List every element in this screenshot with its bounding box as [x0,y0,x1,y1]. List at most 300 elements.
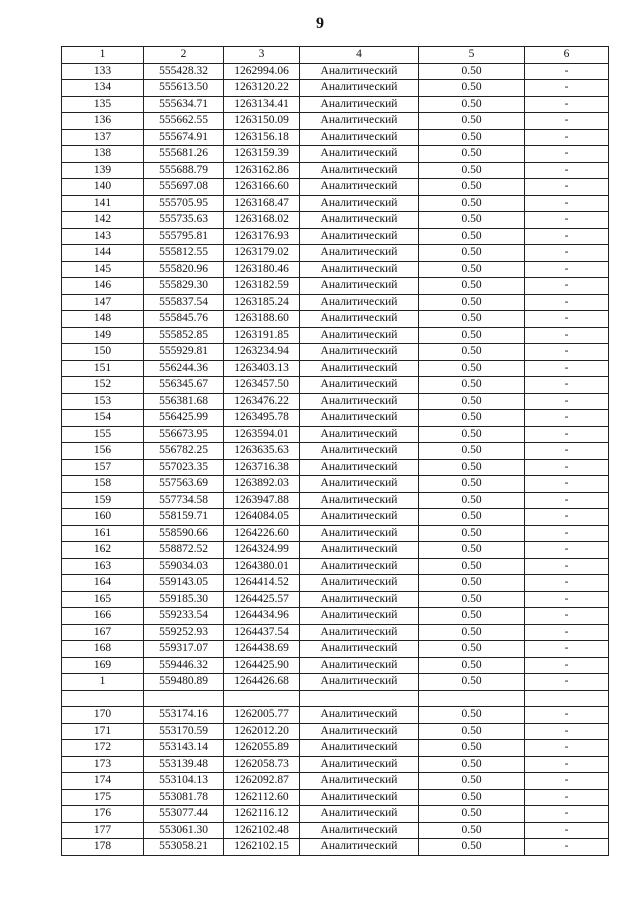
method-cell: Аналитический [300,311,419,328]
accuracy-cell: 0.50 [419,822,525,839]
table-row [62,839,609,856]
method-cell: Аналитический [300,228,419,245]
accuracy-cell: 0.50 [419,459,525,476]
accuracy-cell: 0.50 [419,377,525,394]
accuracy-cell: 0.50 [419,410,525,427]
accuracy-cell: 0.50 [419,294,525,311]
note-cell: - [525,443,609,460]
y-coordinate-cell [224,690,300,707]
x-coordinate-cell: 555929.81 [144,344,224,361]
table-row [62,360,609,377]
y-coordinate-cell: 1262994.06 [224,63,300,80]
y-coordinate-cell: 1264226.60 [224,525,300,542]
accuracy-cell: 0.50 [419,393,525,410]
table-row [62,113,609,130]
method-cell: Аналитический [300,327,419,344]
x-coordinate-cell: 553081.78 [144,789,224,806]
x-coordinate-cell: 553170.59 [144,723,224,740]
method-cell: Аналитический [300,393,419,410]
note-cell: - [525,608,609,625]
note-cell: - [525,228,609,245]
point-number-cell: 155 [62,426,144,443]
x-coordinate-cell: 559446.32 [144,657,224,674]
y-coordinate-cell: 1264324.99 [224,542,300,559]
note-cell: - [525,426,609,443]
method-cell: Аналитический [300,591,419,608]
note-cell: - [525,558,609,575]
note-cell: - [525,311,609,328]
x-coordinate-cell: 556782.25 [144,443,224,460]
x-coordinate-cell: 555613.50 [144,80,224,97]
accuracy-cell: 0.50 [419,327,525,344]
note-cell: - [525,674,609,691]
point-number-cell: 147 [62,294,144,311]
method-cell [300,690,419,707]
table-row [62,575,609,592]
y-coordinate-cell: 1263166.60 [224,179,300,196]
method-cell: Аналитический [300,674,419,691]
table-row [62,740,609,757]
point-number-cell: 162 [62,542,144,559]
note-cell: - [525,822,609,839]
accuracy-cell: 0.50 [419,476,525,493]
y-coordinate-cell: 1264425.90 [224,657,300,674]
y-coordinate-cell: 1263176.93 [224,228,300,245]
x-coordinate-cell: 555852.85 [144,327,224,344]
y-coordinate-cell: 1263403.13 [224,360,300,377]
point-number-cell: 143 [62,228,144,245]
header-col-6: 6 [525,47,609,64]
table-row [62,459,609,476]
accuracy-cell: 0.50 [419,641,525,658]
y-coordinate-cell: 1264438.69 [224,641,300,658]
x-coordinate-cell: 559480.89 [144,674,224,691]
x-coordinate-cell: 555681.26 [144,146,224,163]
x-coordinate-cell: 555845.76 [144,311,224,328]
y-coordinate-cell: 1263134.41 [224,96,300,113]
method-cell: Аналитический [300,575,419,592]
table-row [62,146,609,163]
note-cell: - [525,657,609,674]
method-cell: Аналитический [300,426,419,443]
x-coordinate-cell: 558159.71 [144,509,224,526]
accuracy-cell: 0.50 [419,311,525,328]
note-cell: - [525,129,609,146]
point-number-cell: 146 [62,278,144,295]
note-cell: - [525,327,609,344]
method-cell: Аналитический [300,360,419,377]
note-cell: - [525,393,609,410]
method-cell: Аналитический [300,558,419,575]
point-number-cell: 168 [62,641,144,658]
accuracy-cell: 0.50 [419,839,525,856]
table-row [62,377,609,394]
accuracy-cell: 0.50 [419,129,525,146]
point-number-cell: 134 [62,80,144,97]
point-number-cell: 142 [62,212,144,229]
method-cell: Аналитический [300,839,419,856]
point-number-cell: 175 [62,789,144,806]
x-coordinate-cell: 555829.30 [144,278,224,295]
method-cell: Аналитический [300,624,419,641]
accuracy-cell: 0.50 [419,492,525,509]
point-number-cell: 136 [62,113,144,130]
method-cell: Аналитический [300,245,419,262]
method-cell: Аналитический [300,806,419,823]
x-coordinate-cell: 555837.54 [144,294,224,311]
x-coordinate-cell [144,690,224,707]
x-coordinate-cell: 557023.35 [144,459,224,476]
table-row [62,476,609,493]
table-row [62,410,609,427]
point-number-cell: 137 [62,129,144,146]
accuracy-cell: 0.50 [419,426,525,443]
table-row [62,591,609,608]
x-coordinate-cell: 559185.30 [144,591,224,608]
table-row [62,773,609,790]
y-coordinate-cell: 1263188.60 [224,311,300,328]
table-row [62,707,609,724]
x-coordinate-cell: 553061.30 [144,822,224,839]
point-number-cell: 178 [62,839,144,856]
method-cell: Аналитический [300,63,419,80]
table-row [62,311,609,328]
table-row [62,393,609,410]
accuracy-cell: 0.50 [419,63,525,80]
note-cell: - [525,509,609,526]
accuracy-cell: 0.50 [419,591,525,608]
method-cell: Аналитический [300,212,419,229]
x-coordinate-cell: 553143.14 [144,740,224,757]
y-coordinate-cell: 1264380.01 [224,558,300,575]
note-cell: - [525,179,609,196]
point-number-cell: 172 [62,740,144,757]
x-coordinate-cell: 555688.79 [144,162,224,179]
point-number-cell: 169 [62,657,144,674]
note-cell: - [525,492,609,509]
point-number-cell: 151 [62,360,144,377]
note-cell: - [525,162,609,179]
note-cell: - [525,63,609,80]
y-coordinate-cell: 1262005.77 [224,707,300,724]
table-row [62,542,609,559]
note-cell: - [525,344,609,361]
accuracy-cell: 0.50 [419,261,525,278]
note-cell: - [525,212,609,229]
point-number-cell: 171 [62,723,144,740]
point-number-cell: 174 [62,773,144,790]
accuracy-cell: 0.50 [419,740,525,757]
note-cell: - [525,113,609,130]
point-number-cell: 149 [62,327,144,344]
method-cell: Аналитический [300,608,419,625]
x-coordinate-cell: 559143.05 [144,575,224,592]
point-number-cell: 156 [62,443,144,460]
note-cell: - [525,261,609,278]
x-coordinate-cell: 556425.99 [144,410,224,427]
point-number-cell: 167 [62,624,144,641]
method-cell: Аналитический [300,740,419,757]
method-cell: Аналитический [300,492,419,509]
table-row [62,624,609,641]
table-row [62,756,609,773]
table-row [62,641,609,658]
note-cell: - [525,360,609,377]
accuracy-cell: 0.50 [419,113,525,130]
y-coordinate-cell: 1263716.38 [224,459,300,476]
accuracy-cell: 0.50 [419,195,525,212]
point-number-cell: 161 [62,525,144,542]
method-cell: Аналитический [300,96,419,113]
method-cell: Аналитический [300,179,419,196]
y-coordinate-cell: 1263150.09 [224,113,300,130]
y-coordinate-cell: 1262012.20 [224,723,300,740]
point-number-cell: 138 [62,146,144,163]
note-cell: - [525,80,609,97]
note-cell: - [525,723,609,740]
point-number-cell: 140 [62,179,144,196]
note-cell: - [525,773,609,790]
x-coordinate-cell: 555674.91 [144,129,224,146]
header-col-1: 1 [62,47,144,64]
point-number-cell: 157 [62,459,144,476]
table-row [62,344,609,361]
method-cell: Аналитический [300,443,419,460]
y-coordinate-cell: 1264437.54 [224,624,300,641]
method-cell: Аналитический [300,410,419,427]
note-cell: - [525,410,609,427]
accuracy-cell: 0.50 [419,162,525,179]
x-coordinate-cell: 558872.52 [144,542,224,559]
y-coordinate-cell: 1263162.86 [224,162,300,179]
header-row [62,47,609,64]
x-coordinate-cell: 557734.58 [144,492,224,509]
table-row [62,558,609,575]
note-cell: - [525,96,609,113]
table-header [62,47,609,64]
y-coordinate-cell: 1263185.24 [224,294,300,311]
method-cell: Аналитический [300,789,419,806]
point-number-cell: 148 [62,311,144,328]
x-coordinate-cell: 559317.07 [144,641,224,658]
x-coordinate-cell: 555428.32 [144,63,224,80]
note-cell: - [525,756,609,773]
accuracy-cell: 0.50 [419,756,525,773]
table-row [62,261,609,278]
x-coordinate-cell: 555662.55 [144,113,224,130]
x-coordinate-cell: 555697.08 [144,179,224,196]
accuracy-cell: 0.50 [419,542,525,559]
y-coordinate-cell: 1264414.52 [224,575,300,592]
method-cell: Аналитический [300,80,419,97]
method-cell: Аналитический [300,377,419,394]
table-row [62,179,609,196]
note-cell: - [525,245,609,262]
table-row [62,96,609,113]
accuracy-cell: 0.50 [419,80,525,97]
table-row [62,294,609,311]
accuracy-cell: 0.50 [419,657,525,674]
method-cell: Аналитический [300,261,419,278]
method-cell: Аналитический [300,509,419,526]
y-coordinate-cell: 1263457.50 [224,377,300,394]
method-cell: Аналитический [300,278,419,295]
accuracy-cell: 0.50 [419,146,525,163]
table-row [62,608,609,625]
note-cell: - [525,195,609,212]
method-cell: Аналитический [300,773,419,790]
point-number-cell: 173 [62,756,144,773]
point-number-cell: 165 [62,591,144,608]
table-row [62,212,609,229]
point-number-cell: 177 [62,822,144,839]
x-coordinate-cell: 553104.13 [144,773,224,790]
note-cell: - [525,542,609,559]
note-cell: - [525,575,609,592]
point-number-cell: 159 [62,492,144,509]
header-col-3: 3 [224,47,300,64]
y-coordinate-cell: 1263180.46 [224,261,300,278]
method-cell: Аналитический [300,113,419,130]
accuracy-cell: 0.50 [419,806,525,823]
header-col-2: 2 [144,47,224,64]
note-cell: - [525,839,609,856]
table-row [62,63,609,80]
y-coordinate-cell: 1264425.57 [224,591,300,608]
x-coordinate-cell: 555634.71 [144,96,224,113]
x-coordinate-cell: 553058.21 [144,839,224,856]
x-coordinate-cell: 558590.66 [144,525,224,542]
y-coordinate-cell: 1263234.94 [224,344,300,361]
accuracy-cell: 0.50 [419,212,525,229]
accuracy-cell: 0.50 [419,443,525,460]
point-number-cell: 133 [62,63,144,80]
point-number-cell: 163 [62,558,144,575]
y-coordinate-cell: 1262055.89 [224,740,300,757]
x-coordinate-cell: 559034.03 [144,558,224,575]
y-coordinate-cell: 1263168.02 [224,212,300,229]
table-row [62,806,609,823]
note-cell: - [525,641,609,658]
y-coordinate-cell: 1263120.22 [224,80,300,97]
accuracy-cell: 0.50 [419,278,525,295]
table-row [62,723,609,740]
x-coordinate-cell: 555795.81 [144,228,224,245]
y-coordinate-cell: 1263168.47 [224,195,300,212]
method-cell: Аналитический [300,657,419,674]
accuracy-cell: 0.50 [419,723,525,740]
note-cell: - [525,476,609,493]
method-cell: Аналитический [300,723,419,740]
x-coordinate-cell: 556244.36 [144,360,224,377]
table-row [62,789,609,806]
point-number-cell: 164 [62,575,144,592]
accuracy-cell: 0.50 [419,96,525,113]
point-number-cell: 176 [62,806,144,823]
point-number-cell: 144 [62,245,144,262]
y-coordinate-cell: 1263476.22 [224,393,300,410]
table-row [62,443,609,460]
y-coordinate-cell: 1264084.05 [224,509,300,526]
accuracy-cell: 0.50 [419,509,525,526]
x-coordinate-cell: 559233.54 [144,608,224,625]
point-number-cell [62,690,144,707]
y-coordinate-cell: 1262116.12 [224,806,300,823]
header-col-4: 4 [300,47,419,64]
table-row [62,509,609,526]
method-cell: Аналитический [300,195,419,212]
accuracy-cell: 0.50 [419,575,525,592]
x-coordinate-cell: 553174.16 [144,707,224,724]
point-number-cell: 152 [62,377,144,394]
accuracy-cell: 0.50 [419,344,525,361]
table-row [62,690,609,707]
y-coordinate-cell: 1264434.96 [224,608,300,625]
method-cell: Аналитический [300,344,419,361]
y-coordinate-cell: 1263159.39 [224,146,300,163]
note-cell: - [525,707,609,724]
table-row [62,80,609,97]
header-col-5: 5 [419,47,525,64]
y-coordinate-cell: 1263495.78 [224,410,300,427]
method-cell: Аналитический [300,641,419,658]
x-coordinate-cell: 553077.44 [144,806,224,823]
table-row [62,426,609,443]
x-coordinate-cell: 555820.96 [144,261,224,278]
accuracy-cell: 0.50 [419,245,525,262]
method-cell: Аналитический [300,294,419,311]
y-coordinate-cell: 1263635.63 [224,443,300,460]
note-cell: - [525,525,609,542]
table-row [62,492,609,509]
y-coordinate-cell: 1263594.01 [224,426,300,443]
table-row [62,162,609,179]
method-cell: Аналитический [300,707,419,724]
method-cell: Аналитический [300,542,419,559]
table-row [62,278,609,295]
point-number-cell: 139 [62,162,144,179]
table-row [62,129,609,146]
y-coordinate-cell: 1264426.68 [224,674,300,691]
point-number-cell: 150 [62,344,144,361]
point-number-cell: 141 [62,195,144,212]
table-row [62,195,609,212]
y-coordinate-cell: 1262092.87 [224,773,300,790]
x-coordinate-cell: 559252.93 [144,624,224,641]
note-cell: - [525,806,609,823]
table-row [62,657,609,674]
note-cell: - [525,789,609,806]
note-cell: - [525,591,609,608]
note-cell: - [525,740,609,757]
point-number-cell: 145 [62,261,144,278]
x-coordinate-cell: 555705.95 [144,195,224,212]
y-coordinate-cell: 1262102.48 [224,822,300,839]
accuracy-cell: 0.50 [419,558,525,575]
point-number-cell: 153 [62,393,144,410]
x-coordinate-cell: 556381.68 [144,393,224,410]
y-coordinate-cell: 1263179.02 [224,245,300,262]
y-coordinate-cell: 1263191.85 [224,327,300,344]
note-cell: - [525,294,609,311]
x-coordinate-cell: 553139.48 [144,756,224,773]
point-number-cell: 135 [62,96,144,113]
accuracy-cell: 0.50 [419,773,525,790]
note-cell: - [525,624,609,641]
y-coordinate-cell: 1262112.60 [224,789,300,806]
table-row [62,228,609,245]
method-cell: Аналитический [300,459,419,476]
